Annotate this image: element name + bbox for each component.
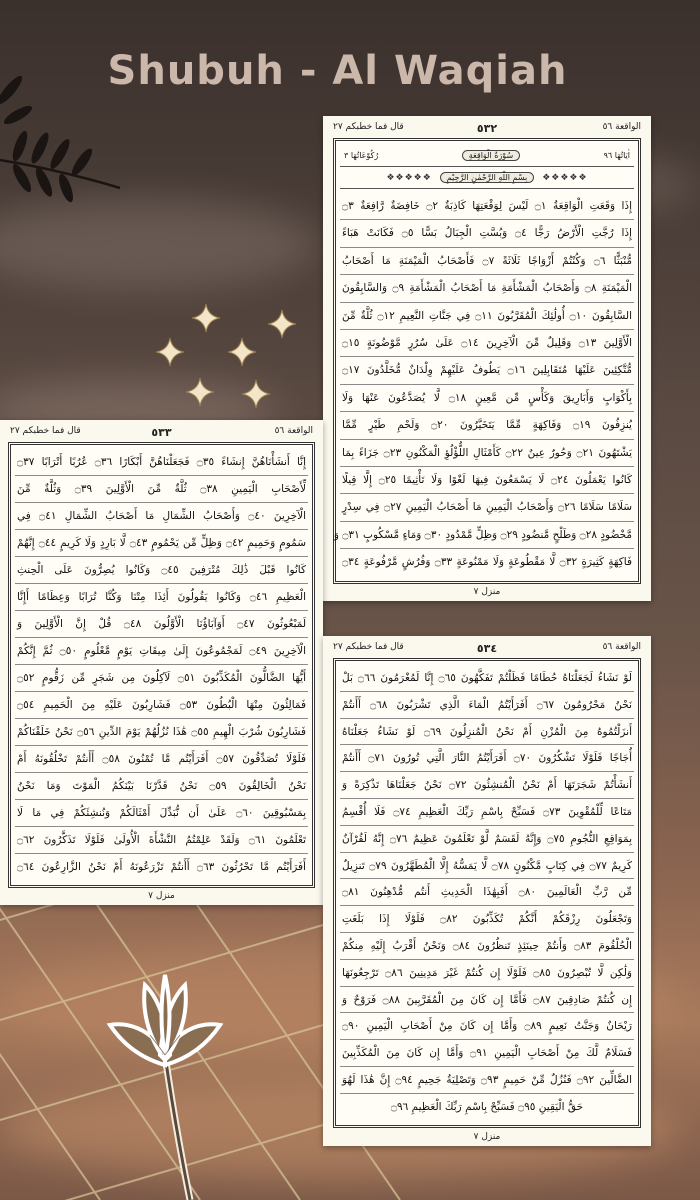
verse-line: تَعْلَمُونَ ۝٦١ وَلَقَدْ عَلِمْتُمُ النَّشْأَةَ الْأُولَىٰ فَلَوْلَا تَذَكَّرُونَ ۝٦٢ xyxy=(15,827,308,854)
verse-line: الْآخِرِينَ ۝٤٩ لَمَجْمُوعُونَ إِلَىٰ مِيقَاتِ يَوْمٍ مَّعْلُومٍ ۝٥٠ ثُمَّ إِنَّكُمْ xyxy=(15,638,308,665)
verse-line: إِن كُنتُمْ صَادِقِينَ ۝٨٧ فَأَمَّا إِن كَانَ مِنَ الْمُقَرَّبِينَ ۝٨٨ فَرَوْحٌ وَ xyxy=(340,987,634,1014)
verse-line: الْأَوَّلِينَ ۝١٣ وَقَلِيلٌ مِّنَ الْآخِرِينَ ۝١٤ عَلَىٰ سُرُرٍ مَّوْضُونَةٍ ۝١٥ xyxy=(340,330,634,357)
text-frame xyxy=(8,442,315,888)
header-juz: قال فما خطبكم ٢٧ xyxy=(333,122,404,132)
verse-line: السَّابِقُونَ ۝١٠ أُولَٰئِكَ الْمُقَرَّبُونَ ۝١١ فِي جَنَّاتِ النَّعِيمِ ۝١٢ ثُلَّةٌ مِّنَ xyxy=(340,303,634,330)
verse-line: مَتَاعًا لِّلْمُقْوِينَ ۝٧٣ فَسَبِّحْ بِاسْمِ رَبِّكَ الْعَظِيمِ ۝٧٤ فَلَا أُقْسِمُ xyxy=(340,799,634,826)
quran-page-1 xyxy=(323,116,651,601)
verse-line: كَانُوا قَبْلَ ذَٰلِكَ مُتْرَفِينَ ۝٤٥ وَكَانُوا يُصِرُّونَ عَلَى الْحِنثِ xyxy=(15,557,308,584)
verse-line: لِّأَصْحَابِ الْيَمِينِ ۝٣٨ ثُلَّةٌ مِّنَ الْأَوَّلِينَ ۝٣٩ وَثُلَّةٌ مِّنَ xyxy=(15,476,308,503)
verse-line: بِأَكْوَابٍ وَأَبَارِيقَ وَكَأْسٍ مِّن مَّعِينٍ ۝١٨ لَّا يُصَدَّعُونَ عَنْهَا وَلَا xyxy=(340,385,634,412)
ornament-icon: ❖❖❖❖❖ xyxy=(386,172,432,183)
verse-line: أَيُّهَا الضَّالُّونَ الْمُكَذِّبُونَ ۝٥١ لَآكِلُونَ مِن شَجَرٍ مِّن زَقُّومٍ ۝٥٢ xyxy=(15,665,308,692)
verse-line: يُنزِفُونَ ۝١٩ وَفَاكِهَةٍ مِّمَّا يَتَخَيَّرُونَ ۝٢٠ وَلَحْمِ طَيْرٍ مِّمَّا xyxy=(340,412,634,439)
verse-line: كَرِيمٌ ۝٧٧ فِي كِتَابٍ مَّكْنُونٍ ۝٧٨ لَّا يَمَسُّهُ إِلَّا الْمُطَهَّرُونَ ۝٧٩ تَنزِيلٌ xyxy=(340,853,634,880)
surah-name: سُوْرَةُ الْوَاقِعَةِ xyxy=(462,150,520,161)
verse-line: أَنزَلْتُمُوهُ مِنَ الْمُزْنِ أَمْ نَحْنُ الْمُنزِلُونَ ۝٦٩ لَوْ نَشَاءُ جَعَلْنَاهُ xyxy=(340,719,634,746)
verse-line: وَتَجْعَلُونَ رِزْقَكُمْ أَنَّكُمْ تُكَذِّبُونَ ۝٨٢ فَلَوْلَا إِذَا بَلَغَتِ xyxy=(340,906,634,933)
manzil-footer: منزل ٧ xyxy=(148,891,175,901)
verse-lines xyxy=(15,449,308,881)
verse-line: أُجَاجًا فَلَوْلَا تَشْكُرُونَ ۝٧٠ أَفَرَأَيْتُمُ النَّارَ الَّتِي تُورُونَ ۝٧١ أَأَنتُمْ xyxy=(340,745,634,772)
header-surah: الواقعة ٥٦ xyxy=(602,122,641,132)
page-header xyxy=(10,426,313,440)
verse-line: مَّخْضُودٍ ۝٢٨ وَطَلْحٍ مَّنضُودٍ ۝٢٩ وَظِلٍّ مَّمْدُودٍ ۝٣٠ وَمَاءٍ مَّسْكُوبٍ ۝٣١ وَ xyxy=(340,522,634,549)
manzil-footer: منزل ٧ xyxy=(473,1132,501,1142)
verse-line: إِذَا وَقَعَتِ الْوَاقِعَةُ ۝١ لَيْسَ لِوَقْعَتِهَا كَاذِبَةٌ ۝٢ خَافِضَةٌ رَّافِعَةٌ ۝٣ xyxy=(340,193,634,220)
verse-line: لَمَبْعُوثُونَ ۝٤٧ أَوَآبَاؤُنَا الْأَوَّلُونَ ۝٤٨ قُلْ إِنَّ الْأَوَّلِينَ وَ xyxy=(15,611,308,638)
verse-line: نَحْنُ الْخَالِقُونَ ۝٥٩ نَحْنُ قَدَّرْنَا بَيْنَكُمُ الْمَوْتَ وَمَا نَحْنُ xyxy=(15,773,308,800)
quran-page-2 xyxy=(0,420,323,905)
verse-line: الْمَيْمَنَةِ ۝٨ وَأَصْحَابُ الْمَشْأَمَةِ مَا أَصْحَابُ الْمَشْأَمَةِ ۝٩ وَالسَّابِقُونَ xyxy=(340,275,634,302)
surah-rukus-count: رُكُوْعَاتُهَا ٣ xyxy=(344,151,379,160)
ornament-icon: ❖❖❖❖❖ xyxy=(542,172,588,183)
verse-line: فَمَالِئُونَ مِنْهَا الْبُطُونَ ۝٥٣ فَشَارِبُونَ عَلَيْهِ مِنَ الْحَمِيمِ ۝٥٤ xyxy=(15,692,308,719)
verse-line: بِمَسْبُوقِينَ ۝٦٠ عَلَىٰ أَن نُّبَدِّلَ أَمْثَالَكُمْ وَنُنشِئَكُمْ فِي مَا لَا xyxy=(15,800,308,827)
verse-line: إِذَا رُجَّتِ الْأَرْضُ رَجًّا ۝٤ وَبُسَّتِ الْجِبَالُ بَسًّا ۝٥ فَكَانَتْ هَبَاءً xyxy=(340,220,634,247)
verse-lines xyxy=(340,665,634,1121)
surah-verses-count: اٰيَاتُهَا ٩٦ xyxy=(603,151,630,160)
basmala: بِسْمِ اللّٰهِ الرَّحْمٰنِ الرَّحِيْمِ xyxy=(440,172,534,183)
verse-line: فَلَوْلَا تُصَدِّقُونَ ۝٥٧ أَفَرَأَيْتُم مَّا تُمْنُونَ ۝٥٨ أَأَنتُمْ تَخْلُقُونَهُ أَمْ xyxy=(15,746,308,773)
page-number: ٥٣٤ xyxy=(476,642,498,655)
verse-line: كَانُوا يَعْمَلُونَ ۝٢٤ لَا يَسْمَعُونَ فِيهَا لَغْوًا وَلَا تَأْثِيمًا ۝٢٥ إِلَّا قِيلًا xyxy=(340,467,634,494)
verse-line: الْحُلْقُومَ ۝٨٣ وَأَنتُمْ حِينَئِذٍ تَنظُرُونَ ۝٨٤ وَنَحْنُ أَقْرَبُ إِلَيْهِ مِنكُمْ xyxy=(340,933,634,960)
header-surah: الواقعة ٥٦ xyxy=(602,642,641,652)
verse-line: رَيْحَانٌ وَجَنَّتُ نَعِيمٍ ۝٨٩ وَأَمَّا إِن كَانَ مِنْ أَصْحَابِ الْيَمِينِ ۝٩٠ xyxy=(340,1013,634,1040)
verse-line: بِمَوَاقِعِ النُّجُومِ ۝٧٥ وَإِنَّهُ لَقَسَمٌ لَّوْ تَعْلَمُونَ عَظِيمٌ ۝٧٦ إِنَّهُ لَقُرْآنٌ xyxy=(340,826,634,853)
verse-line: يَشْتَهُونَ ۝٢١ وَحُورٌ عِينٌ ۝٢٢ كَأَمْثَالِ اللُّؤْلُؤِ الْمَكْنُونِ ۝٢٣ جَزَاءً بِمَا xyxy=(340,440,634,467)
page-number: ٥٣٣ xyxy=(151,426,172,439)
verse-lines xyxy=(333,193,634,577)
verse-line: لَوْ نَشَاءُ لَجَعَلْنَاهُ حُطَامًا فَظَلْتُمْ تَفَكَّهُونَ ۝٦٥ إِنَّا لَمُغْرَمُونَ ۝٦٦ بَلْ xyxy=(340,665,634,692)
text-frame xyxy=(333,138,641,584)
verse-line: أَنشَأْتُمْ شَجَرَتَهَا أَمْ نَحْنُ الْمُنشِئُونَ ۝٧٢ نَحْنُ جَعَلْنَاهَا تَذْكِرَةً وَ xyxy=(340,772,634,799)
verse-line: سَمُومٍ وَحَمِيمٍ ۝٤٢ وَظِلٍّ مِّن يَحْمُومٍ ۝٤٣ لَّا بَارِدٍ وَلَا كَرِيمٍ ۝٤٤ إِنَّهُمْ xyxy=(15,530,308,557)
sparkles-icon xyxy=(148,296,308,416)
verse-line: الْآخِرِينَ ۝٤٠ وَأَصْحَابُ الشِّمَالِ مَا أَصْحَابُ الشِّمَالِ ۝٤١ فِي xyxy=(15,503,308,530)
verse-line: سَلَامًا سَلَامًا ۝٢٦ وَأَصْحَابُ الْيَمِينِ مَا أَصْحَابُ الْيَمِينِ ۝٢٧ فِي سِدْرٍ xyxy=(340,494,634,521)
verse-line: أَفَرَأَيْتُم مَّا تَحْرُثُونَ ۝٦٣ أَأَنتُمْ تَزْرَعُونَهُ أَمْ نَحْنُ الزَّارِعُونَ ۝٦٤ xyxy=(17,861,306,873)
page-header xyxy=(333,122,641,136)
verse-line: حَقُّ الْيَقِينِ ۝٩٥ فَسَبِّحْ بِاسْمِ رَبِّكَ الْعَظِيمِ ۝٩٦ xyxy=(390,1100,584,1113)
page-number: ٥٣٢ xyxy=(476,122,498,135)
page-header xyxy=(333,642,641,656)
manzil-footer: منزل ٧ xyxy=(473,587,501,597)
text-frame xyxy=(333,658,641,1128)
quran-page-3 xyxy=(323,636,651,1146)
verse-line: فَسَلَامٌ لَّكَ مِنْ أَصْحَابِ الْيَمِينِ ۝٩١ وَأَمَّا إِن كَانَ مِنَ الْمُكَذِّبِينَ xyxy=(340,1040,634,1067)
page-title: Shubuh - Al Waqiah xyxy=(107,48,568,94)
verse-line: نَحْنُ مَحْرُومُونَ ۝٦٧ أَفَرَأَيْتُمُ الْمَاءَ الَّذِي تَشْرَبُونَ ۝٦٨ أَأَنتُمْ xyxy=(340,692,634,719)
header-juz: قال فما خطبكم ٢٧ xyxy=(333,642,404,652)
verse-line: فَشَارِبُونَ شُرْبَ الْهِيمِ ۝٥٥ هَٰذَا نُزُلُهُمْ يَوْمَ الدِّينِ ۝٥٦ نَحْنُ خَلَقْنَاكُمْ xyxy=(15,719,308,746)
verse-line: الضَّالِّينَ ۝٩٢ فَنُزُلٌ مِّنْ حَمِيمٍ ۝٩٣ وَتَصْلِيَةُ جَحِيمٍ ۝٩٤ إِنَّ هَٰذَا لَهُوَ xyxy=(340,1067,634,1094)
verse-line: وَلَٰكِن لَّا تُبْصِرُونَ ۝٨٥ فَلَوْلَا إِن كُنتُمْ غَيْرَ مَدِينِينَ ۝٨٦ تَرْجِعُونَهَا xyxy=(340,960,634,987)
header-juz: قال فما خطبكم ٢٧ xyxy=(10,426,81,436)
verse-line: مُّتَّكِئِينَ عَلَيْهَا مُتَقَابِلِينَ ۝١٦ يَطُوفُ عَلَيْهِمْ وِلْدَانٌ مُّخَلَّدُونَ ۝١٧ xyxy=(340,357,634,384)
leaf-branch-icon xyxy=(0,60,130,220)
verse-line: فَاكِهَةٍ كَثِيرَةٍ ۝٣٢ لَّا مَقْطُوعَةٍ وَلَا مَمْنُوعَةٍ ۝٣٣ وَفُرُشٍ مَّرْفُوعَةٍ ۝٣٤ xyxy=(342,556,632,569)
verse-line: الْعَظِيمِ ۝٤٦ وَكَانُوا يَقُولُونَ أَئِذَا مِتْنَا وَكُنَّا تُرَابًا وَعِظَامًا أَإِنَّا xyxy=(15,584,308,611)
surah-heading xyxy=(340,145,634,189)
header-surah: الواقعة ٥٦ xyxy=(274,426,313,436)
lotus-flower-icon xyxy=(90,965,240,1200)
verse-line: إِنَّا أَنشَأْنَاهُنَّ إِنشَاءً ۝٣٥ فَجَعَلْنَاهُنَّ أَبْكَارًا ۝٣٦ عُرُبًا أَتْرَابًا ۝٣٧ xyxy=(15,449,308,476)
verse-line: مُّنْبَثًّا ۝٦ وَكُنْتُمْ أَزْوَاجًا ثَلَاثَةً ۝٧ فَأَصْحَابُ الْمَيْمَنَةِ مَا أَصْحَابُ xyxy=(340,248,634,275)
verse-line: مِّن رَّبِّ الْعَالَمِينَ ۝٨٠ أَفَبِهَٰذَا الْحَدِيثِ أَنتُم مُّدْهِنُونَ ۝٨١ xyxy=(340,879,634,906)
